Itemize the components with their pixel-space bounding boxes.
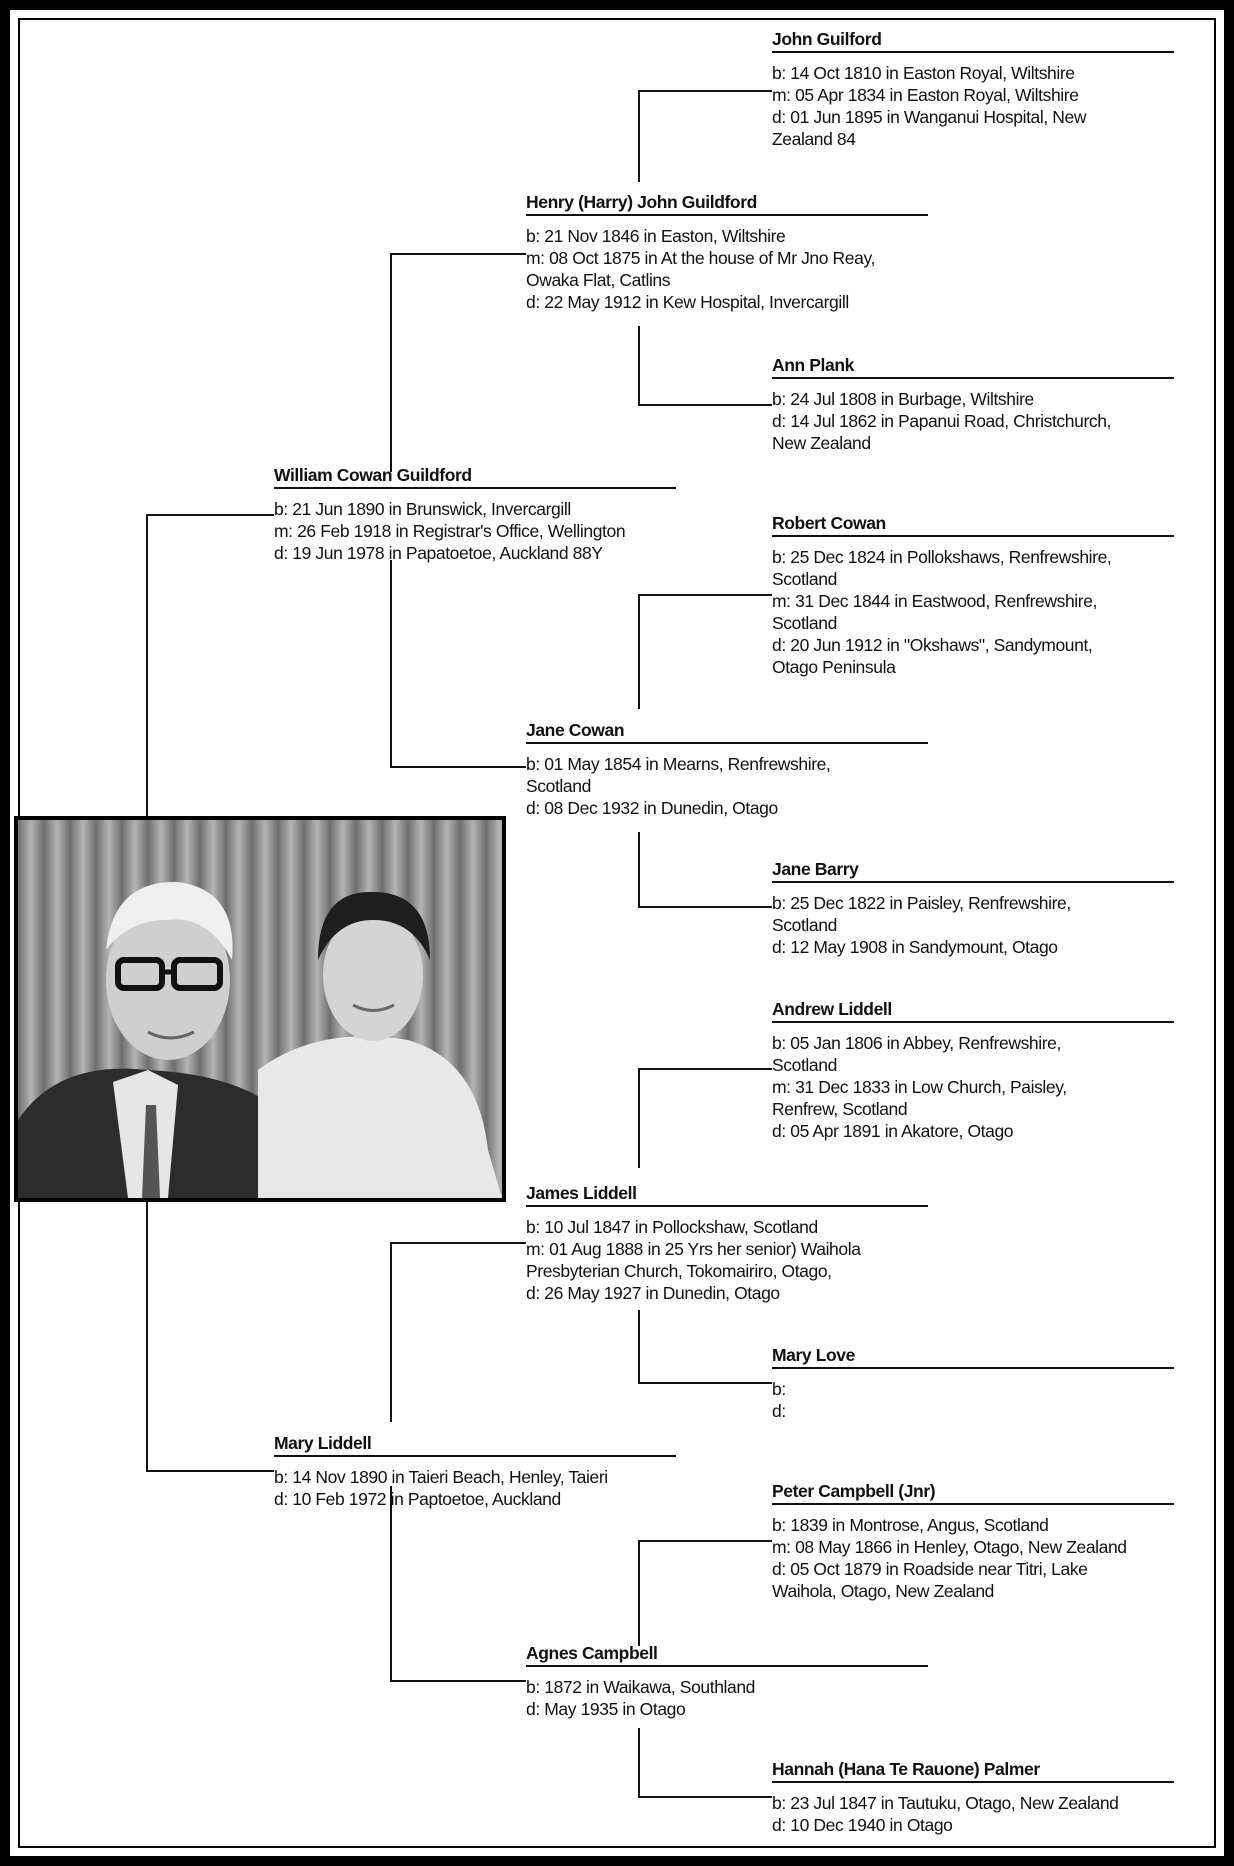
person-detail: b: 10 Jul 1847 in Pollockshaw, Scotland — [526, 1217, 818, 1237]
person-detail: Scotland — [772, 613, 837, 633]
name-underline — [274, 1455, 676, 1457]
person-andrew-liddell — [772, 998, 1174, 1142]
connector-line — [638, 594, 772, 596]
person-detail: d: 08 Dec 1932 in Dunedin, Otago — [526, 798, 778, 818]
person-henry-guildford — [526, 191, 928, 313]
person-james-liddell — [526, 1182, 928, 1304]
connector-line — [390, 560, 392, 768]
person-detail: Zealand 84 — [772, 129, 856, 149]
person-name: Peter Campbell (Jnr) — [772, 1481, 936, 1501]
person-detail: m: 01 Aug 1888 in 25 Yrs her senior) Waihola — [526, 1239, 861, 1259]
person-robert-cowan — [772, 512, 1174, 678]
name-underline — [526, 742, 928, 744]
connector-line — [390, 1486, 392, 1682]
person-detail: Otago Peninsula — [772, 657, 896, 677]
connector-line — [390, 253, 526, 255]
name-underline — [772, 1503, 1174, 1505]
connector-line — [638, 594, 640, 709]
name-underline — [772, 1021, 1174, 1023]
person-name: Mary Liddell — [274, 1433, 372, 1453]
connector-line — [638, 326, 640, 406]
person-name: Agnes Campbell — [526, 1643, 658, 1663]
person-detail: Scotland — [772, 915, 837, 935]
connector-line — [638, 1728, 640, 1798]
person-detail: d: 12 May 1908 in Sandymount, Otago — [772, 937, 1058, 957]
name-underline — [526, 1205, 928, 1207]
connector-line — [638, 1382, 772, 1384]
person-name: Mary Love — [772, 1345, 855, 1365]
person-jane-barry — [772, 858, 1174, 958]
person-detail: Waihola, Otago, New Zealand — [772, 1581, 995, 1601]
person-detail: b: — [772, 1379, 786, 1399]
person-name: Jane Barry — [772, 859, 859, 879]
person-detail: m: 05 Apr 1834 in Easton Royal, Wiltshire — [772, 85, 1079, 105]
person-detail: d: May 1935 in Otago — [526, 1699, 686, 1719]
person-detail: m: 08 Oct 1875 in At the house of Mr Jno Reay, — [526, 248, 875, 268]
connector-line — [638, 1540, 772, 1542]
person-william-guildford — [274, 464, 676, 564]
connector-line — [146, 514, 274, 516]
connector-line — [390, 1680, 526, 1682]
name-underline — [772, 51, 1174, 53]
person-detail: b: 21 Nov 1846 in Easton, Wiltshire — [526, 226, 786, 246]
person-detail: Scotland — [772, 569, 837, 589]
person-detail: Scotland — [526, 776, 591, 796]
person-detail: b: 25 Dec 1824 in Pollokshaws, Renfrewshire, — [772, 547, 1112, 567]
person-name: Ann Plank — [772, 355, 854, 375]
person-name: John Guilford — [772, 29, 882, 49]
person-name: Henry (Harry) John Guildford — [526, 192, 757, 212]
person-detail: d: 01 Jun 1895 in Wanganui Hospital, New — [772, 107, 1087, 127]
person-name: William Cowan Guildford — [274, 465, 472, 485]
person-detail: m: 31 Dec 1844 in Eastwood, Renfrewshire, — [772, 591, 1098, 611]
connector-line — [638, 404, 772, 406]
person-detail: b: 23 Jul 1847 in Tautuku, Otago, New Zealand — [772, 1793, 1119, 1813]
name-underline — [772, 1367, 1174, 1369]
connector-line — [638, 906, 772, 908]
person-detail: b: 21 Jun 1890 in Brunswick, Invercargill — [274, 499, 571, 519]
person-detail: d: 19 Jun 1978 in Papatoetoe, Auckland 88Y — [274, 543, 603, 563]
person-name: Jane Cowan — [526, 720, 625, 740]
connector-line — [390, 1242, 392, 1422]
person-name: Hannah (Hana Te Rauone) Palmer — [772, 1759, 1040, 1779]
person-detail: d: 05 Oct 1879 in Roadside near Titri, Lake — [772, 1559, 1088, 1579]
person-detail: Scotland — [772, 1055, 837, 1075]
person-hannah-palmer — [772, 1758, 1188, 1836]
name-underline — [772, 881, 1174, 883]
person-name: Robert Cowan — [772, 513, 886, 533]
person-detail: d: 10 Feb 1972 in Paptoetoe, Auckland — [274, 1489, 561, 1509]
couple-photo-image — [18, 820, 502, 1198]
connector-line — [390, 253, 392, 472]
connector-line — [638, 1540, 640, 1646]
person-detail: d: 20 Jun 1912 in "Okshaws", Sandymount, — [772, 635, 1093, 655]
person-detail: b: 14 Oct 1810 in Easton Royal, Wiltshire — [772, 63, 1075, 83]
connector-line — [146, 1470, 274, 1472]
person-detail: m: 08 May 1866 in Henley, Otago, New Zealand — [772, 1537, 1127, 1557]
name-underline — [772, 377, 1174, 379]
person-detail: d: 22 May 1912 in Kew Hospital, Invercargill — [526, 292, 849, 312]
connector-line — [146, 514, 148, 816]
person-name: Andrew Liddell — [772, 999, 892, 1019]
connector-line — [390, 1242, 526, 1244]
person-detail: b: 1839 in Montrose, Angus, Scotland — [772, 1515, 1049, 1535]
person-detail: b: 25 Dec 1822 in Paisley, Renfrewshire, — [772, 893, 1071, 913]
person-agnes-campbell — [526, 1642, 928, 1720]
name-underline — [526, 214, 928, 216]
person-peter-campbell — [772, 1480, 1188, 1602]
connector-line — [390, 766, 526, 768]
connector-line — [638, 1068, 772, 1070]
person-ann-plank — [772, 354, 1174, 454]
person-detail: b: 24 Jul 1808 in Burbage, Wiltshire — [772, 389, 1034, 409]
connector-line — [146, 1202, 148, 1472]
person-detail: d: 14 Jul 1862 in Papanui Road, Christchurch, — [772, 411, 1112, 431]
person-detail: Renfrew, Scotland — [772, 1099, 908, 1119]
connector-line — [638, 832, 640, 908]
person-detail: d: 10 Dec 1940 in Otago — [772, 1815, 953, 1835]
person-john-guilford — [772, 28, 1174, 150]
name-underline — [274, 487, 676, 489]
connector-line — [638, 90, 640, 182]
person-detail: b: 05 Jan 1806 in Abbey, Renfrewshire, — [772, 1033, 1061, 1053]
name-underline — [772, 1781, 1174, 1783]
person-detail: d: — [772, 1401, 786, 1421]
person-detail: d: 05 Apr 1891 in Akatore, Otago — [772, 1121, 1014, 1141]
name-underline — [526, 1665, 928, 1667]
person-detail: Owaka Flat, Catlins — [526, 270, 671, 290]
person-mary-liddell — [274, 1432, 676, 1510]
person-detail: b: 1872 in Waikawa, Southland — [526, 1677, 756, 1697]
person-detail: m: 26 Feb 1918 in Registrar's Office, Wellington — [274, 521, 626, 541]
connector-line — [638, 90, 772, 92]
person-detail: New Zealand — [772, 433, 871, 453]
person-detail: d: 26 May 1927 in Dunedin, Otago — [526, 1283, 780, 1303]
person-detail: b: 01 May 1854 in Mearns, Renfrewshire, — [526, 754, 831, 774]
connector-line — [638, 1068, 640, 1168]
person-detail: Presbyterian Church, Tokomairiro, Otago, — [526, 1261, 832, 1281]
name-underline — [772, 535, 1174, 537]
person-detail: b: 14 Nov 1890 in Taieri Beach, Henley, Taieri — [274, 1467, 608, 1487]
person-name: James Liddell — [526, 1183, 637, 1203]
connector-line — [638, 1310, 640, 1384]
person-detail: m: 31 Dec 1833 in Low Church, Paisley, — [772, 1077, 1067, 1097]
couple-photo — [14, 816, 506, 1202]
person-jane-cowan — [526, 719, 928, 819]
person-mary-love — [772, 1344, 1174, 1422]
connector-line — [638, 1796, 772, 1798]
